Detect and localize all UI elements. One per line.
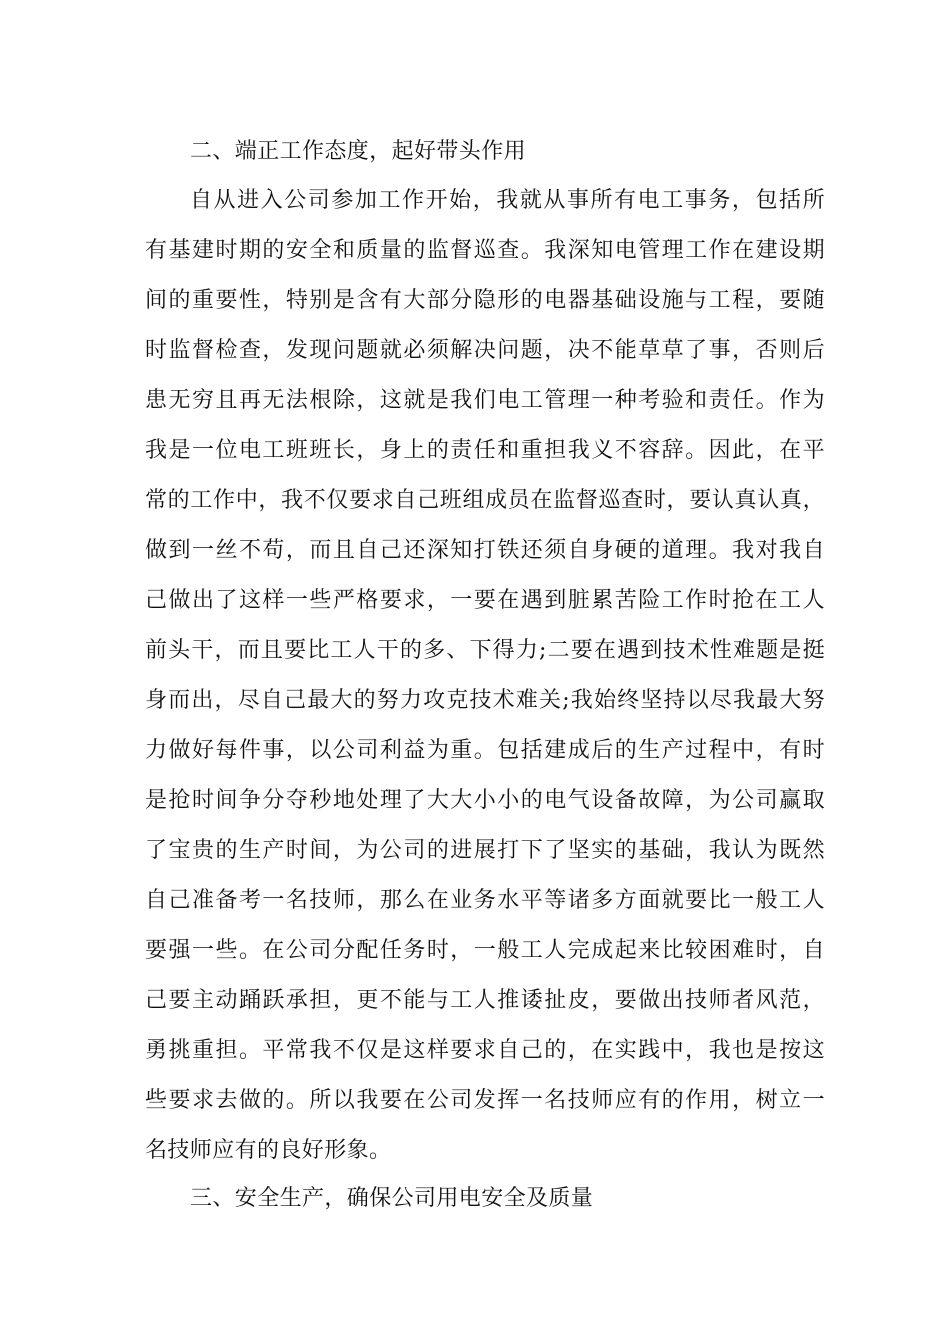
- section-heading-2: 二、端正工作态度，起好带头作用: [190, 139, 527, 164]
- paragraph-line: 患无穷且再无法根除，这就是我们电工管理一种考验和责任。作为: [145, 388, 825, 413]
- paragraph-line: 自从进入公司参加工作开始，我就从事所有电工事务，包括所: [190, 188, 825, 213]
- paragraph-line: 时监督检查，发现问题就必须解决问题，决不能草草了事，否则后: [145, 338, 825, 363]
- paragraph-line: 间的重要性，特别是含有大部分隐形的电器基础设施与工程，要随: [145, 288, 825, 313]
- paragraph-line: 我是一位电工班班长，身上的责任和重担我义不容辞。因此，在平: [145, 438, 825, 463]
- paragraph-line: 己做出了这样一些严格要求，一要在遇到脏累苦险工作时抢在工人: [145, 588, 825, 613]
- paragraph-line: 自己准备考一名技师，那么在业务水平等诸多方面就要比一般工人: [145, 888, 825, 913]
- paragraph-line: 有基建时期的安全和质量的监督巡查。我深知电管理工作在建设期: [145, 238, 825, 263]
- section-heading-3: 三、安全生产，确保公司用电安全及质量: [190, 1186, 594, 1211]
- paragraph-line: 些要求去做的。所以我要在公司发挥一名技师应有的作用，树立一: [145, 1088, 825, 1113]
- paragraph-line: 前头干，而且要比工人干的多、下得力;二要在遇到技术性难题是挺: [145, 638, 825, 663]
- paragraph-line: 要强一些。在公司分配任务时，一般工人完成起来比较困难时，自: [145, 938, 825, 963]
- paragraph-line: 了宝贵的生产时间，为公司的进展打下了坚实的基础，我认为既然: [145, 838, 825, 863]
- paragraph-line: 身而出，尽自己最大的努力攻克技术难关;我始终坚持以尽我最大努: [145, 688, 825, 713]
- paragraph-line: 名技师应有的良好形象。: [145, 1138, 392, 1163]
- paragraph-line: 做到一丝不苟，而且自己还深知打铁还须自身硬的道理。我对我自: [145, 538, 825, 563]
- paragraph-line: 力做好每件事，以公司利益为重。包括建成后的生产过程中，有时: [145, 738, 825, 763]
- paragraph-line: 勇挑重担。平常我不仅是这样要求自己的，在实践中，我也是按这: [145, 1038, 825, 1063]
- paragraph-line: 是抢时间争分夺秒地处理了大大小小的电气设备故障，为公司赢取: [145, 788, 825, 813]
- paragraph-line: 常的工作中，我不仅要求自己班组成员在监督巡查时，要认真认真，: [145, 488, 825, 513]
- paragraph-line: 己要主动踊跃承担，更不能与工人推诿扯皮，要做出技师者风范，: [145, 988, 825, 1013]
